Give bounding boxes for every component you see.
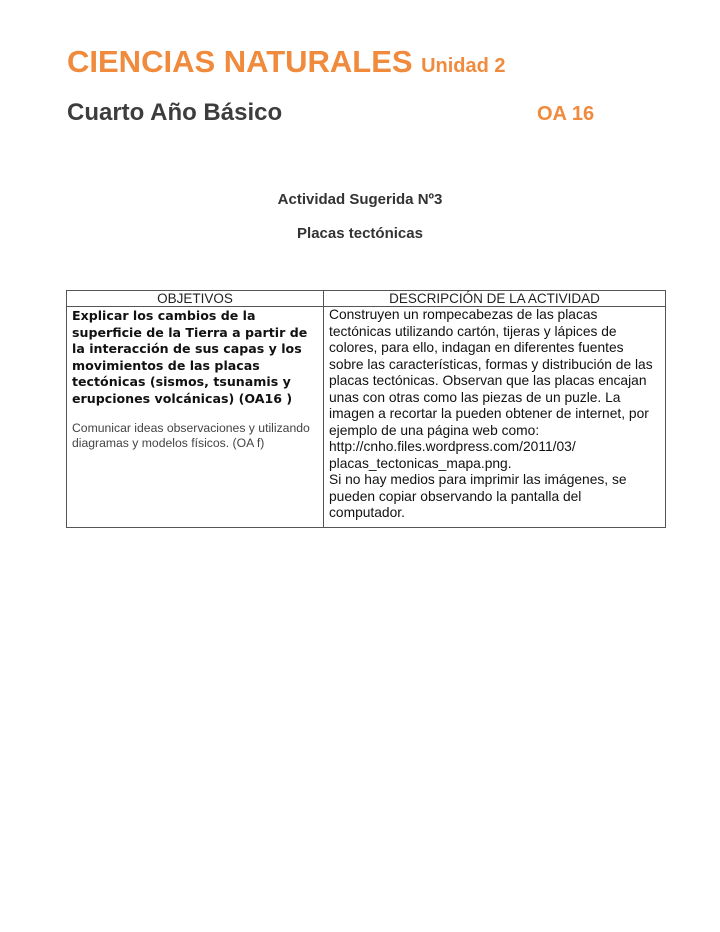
activity-table xyxy=(66,290,666,528)
description-text: Construyen un rompecabezas de las placas tectónicas utilizando cartón, tijeras y lápices de colores, para ello, indagan en diferentes fuentes sobre las características, formas y distribución de las placas tectónicas. Observan que las placas encajan unas con otras como las piezas de un puzle. La imagen a recortar la pueden obtener de internet, por ejemplo de una página web como: http://cnho.files.wordpress.com/2011/03/ placas_tectonicas_mapa.png. xyxy=(329,307,653,471)
objective-secondary: Comunicar ideas observaciones y utilizando diagramas y modelos físicos. (OA f) xyxy=(72,421,310,450)
objectives-cell xyxy=(67,307,324,528)
grade-label: Cuarto Año Básico xyxy=(67,99,283,126)
activity-topic: Placas tectónicas xyxy=(297,225,423,242)
table-header-row xyxy=(67,291,666,307)
objective-main: Explicar los cambios de la superficie de la Tierra a partir de la interacción de sus capas y los movimientos de las placas tectónicas (sismos, tsunamis y erupciones volcánicas) (OA16 ) xyxy=(72,308,308,406)
activity-label: Actividad Sugerida Nº3 xyxy=(277,191,443,208)
unit-label: Unidad 2 xyxy=(421,55,506,77)
header-objetivos: OBJETIVOS xyxy=(67,291,324,307)
document-title xyxy=(67,44,506,80)
subject-title: CIENCIAS NATURALES xyxy=(67,44,413,79)
table-row xyxy=(67,307,666,528)
description-extra: Si no hay medios para imprimir las imágenes, se pueden copiar observando la pantalla del computador. xyxy=(329,472,627,520)
header-descripcion: DESCRIPCIÓN DE LA ACTIVIDAD xyxy=(324,291,666,307)
description-cell xyxy=(324,307,666,528)
oa-code: OA 16 xyxy=(537,103,595,125)
